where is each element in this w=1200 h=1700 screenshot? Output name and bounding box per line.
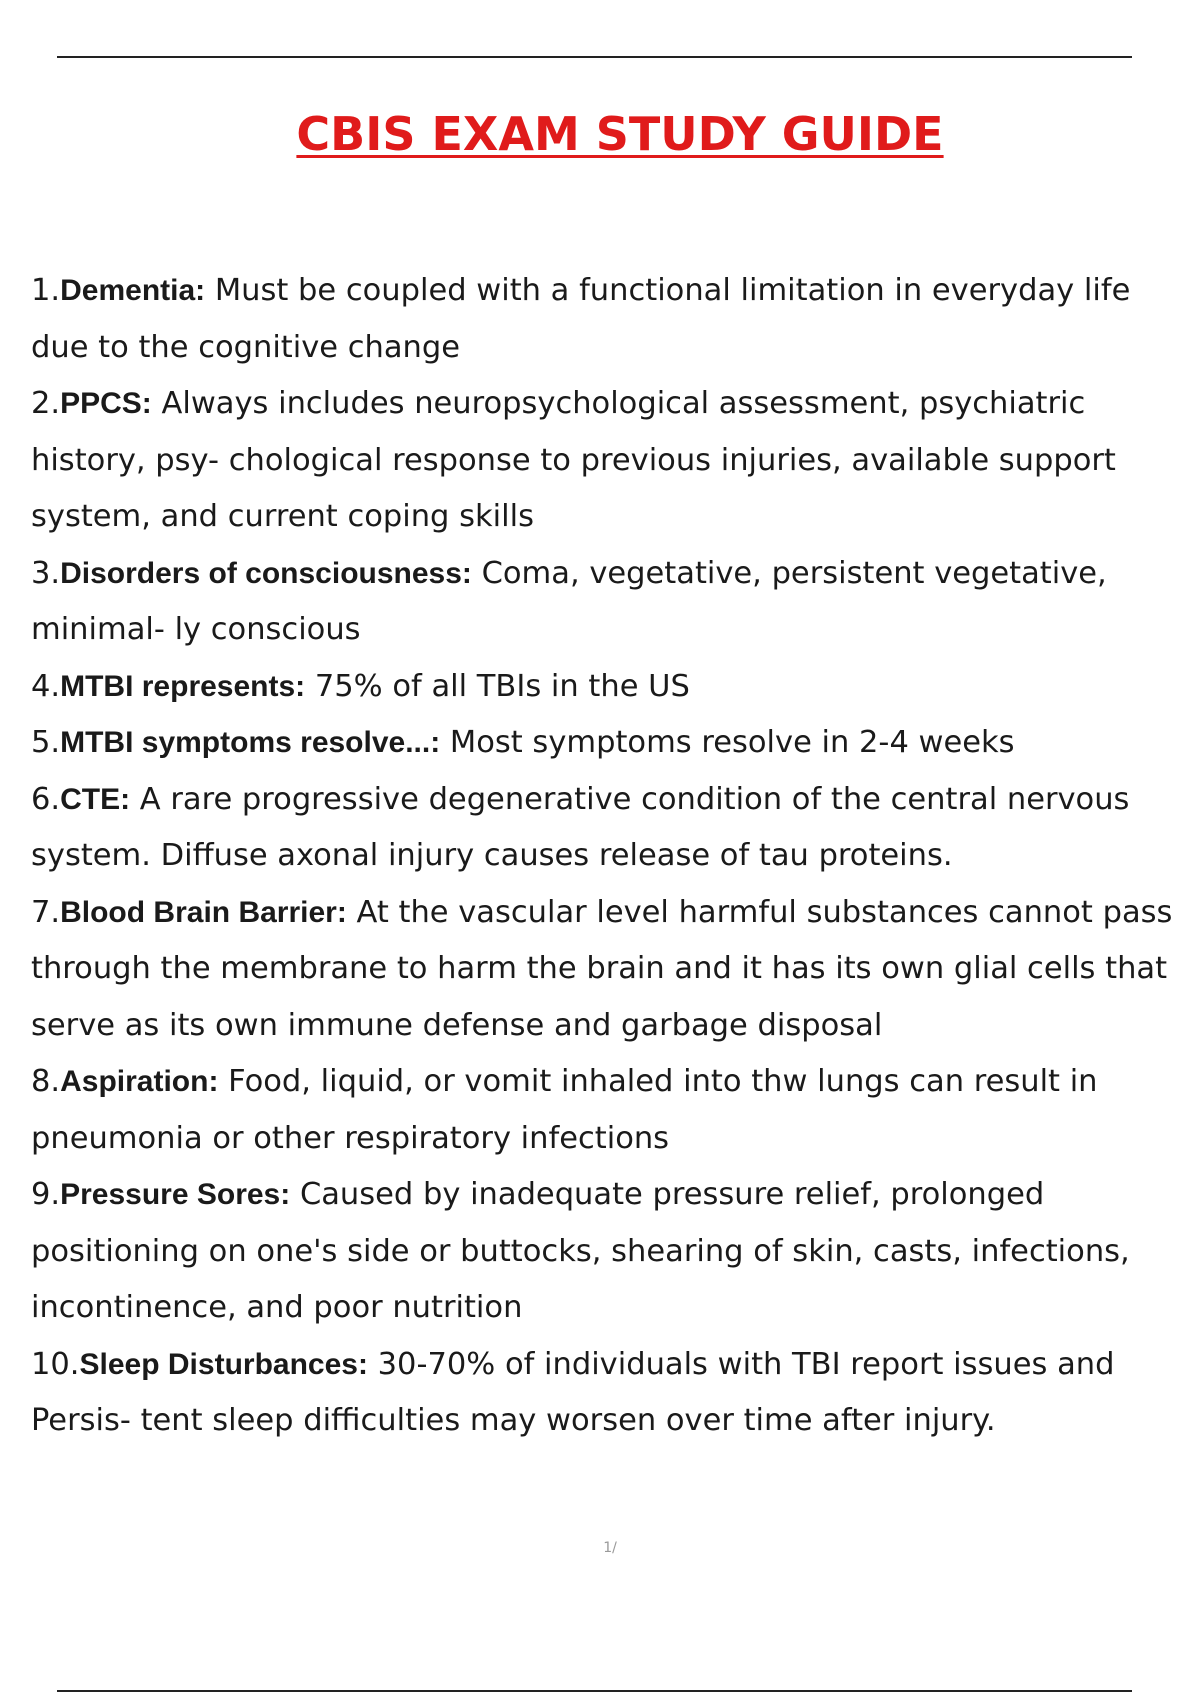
item-definition: Must be coupled with a functional limitation in everyday life due to the cognitive change — [31, 273, 1131, 365]
list-item — [31, 659, 1191, 716]
item-term: Aspiration: — [60, 1065, 219, 1098]
item-term: Dementia: — [60, 274, 206, 307]
item-number: 3. — [31, 555, 61, 591]
list-item — [31, 715, 1191, 772]
item-definition: Always includes neuropsychological assessment, psychiatric history, psy- chological response to previous injuries, available support system, and current coping skills — [31, 386, 1116, 534]
bottom-divider — [57, 1690, 1132, 1692]
item-term: Pressure Sores: — [60, 1178, 291, 1211]
list-item — [31, 1054, 1191, 1167]
item-definition: Coma, vegetative, persistent vegetative, minimal- ly conscious — [31, 555, 1107, 647]
item-definition: Food, liquid, or vomit inhaled into thw lungs can result in pneumonia or other respiratory infections — [31, 1064, 1098, 1156]
item-number: 10. — [31, 1346, 80, 1382]
page-number: 1/ — [603, 1540, 617, 1556]
list-item — [31, 546, 1191, 659]
item-number: 1. — [31, 273, 61, 308]
item-number: 8. — [31, 1064, 61, 1099]
item-number: 6. — [31, 781, 61, 817]
item-number: 2. — [31, 386, 61, 421]
list-item — [31, 1167, 1191, 1337]
item-term: PPCS: — [60, 387, 152, 420]
item-number: 9. — [31, 1177, 61, 1212]
item-term: Sleep Disturbances: — [79, 1347, 368, 1381]
item-term: MTBI symptoms resolve...: — [60, 726, 441, 759]
list-item — [31, 772, 1191, 885]
item-number: 4. — [31, 668, 61, 704]
list-item — [31, 1337, 1191, 1450]
top-divider — [57, 56, 1132, 58]
item-term: Blood Brain Barrier: — [60, 895, 347, 929]
item-definition: 30-70% of individuals with TBI report issues and Persis- tent sleep difficulties may worsen over time after injury. — [31, 1346, 1115, 1438]
item-definition: 75% of all TBIs in the US — [305, 668, 690, 704]
item-number: 7. — [31, 894, 61, 930]
item-term: Disorders of consciousness: — [60, 556, 472, 590]
document-title: CBIS EXAM STUDY GUIDE — [296, 107, 944, 161]
item-number: 5. — [31, 725, 61, 760]
item-definition: At the vascular level harmful substances cannot pass through the membrane to harm the brain and it has its own glial cells that serve as its own immune defense and garbage disposal — [31, 894, 1173, 1043]
item-term: CTE: — [60, 782, 131, 816]
list-item — [31, 376, 1191, 546]
item-definition: A rare progressive degenerative condition of the central nervous system. Diffuse axonal injury causes release of tau proteins. — [31, 781, 1130, 873]
item-term: MTBI represents: — [60, 669, 306, 703]
item-definition: Most symptoms resolve in 2-4 weeks — [440, 725, 1015, 760]
list-item — [31, 263, 1191, 376]
item-definition: Caused by inadequate pressure relief, prolonged positioning on one's side or buttocks, shearing of skin, casts, infections, incontinence, and poor nutrition — [31, 1177, 1130, 1325]
study-guide-list — [31, 263, 1191, 1450]
list-item — [31, 885, 1191, 1055]
